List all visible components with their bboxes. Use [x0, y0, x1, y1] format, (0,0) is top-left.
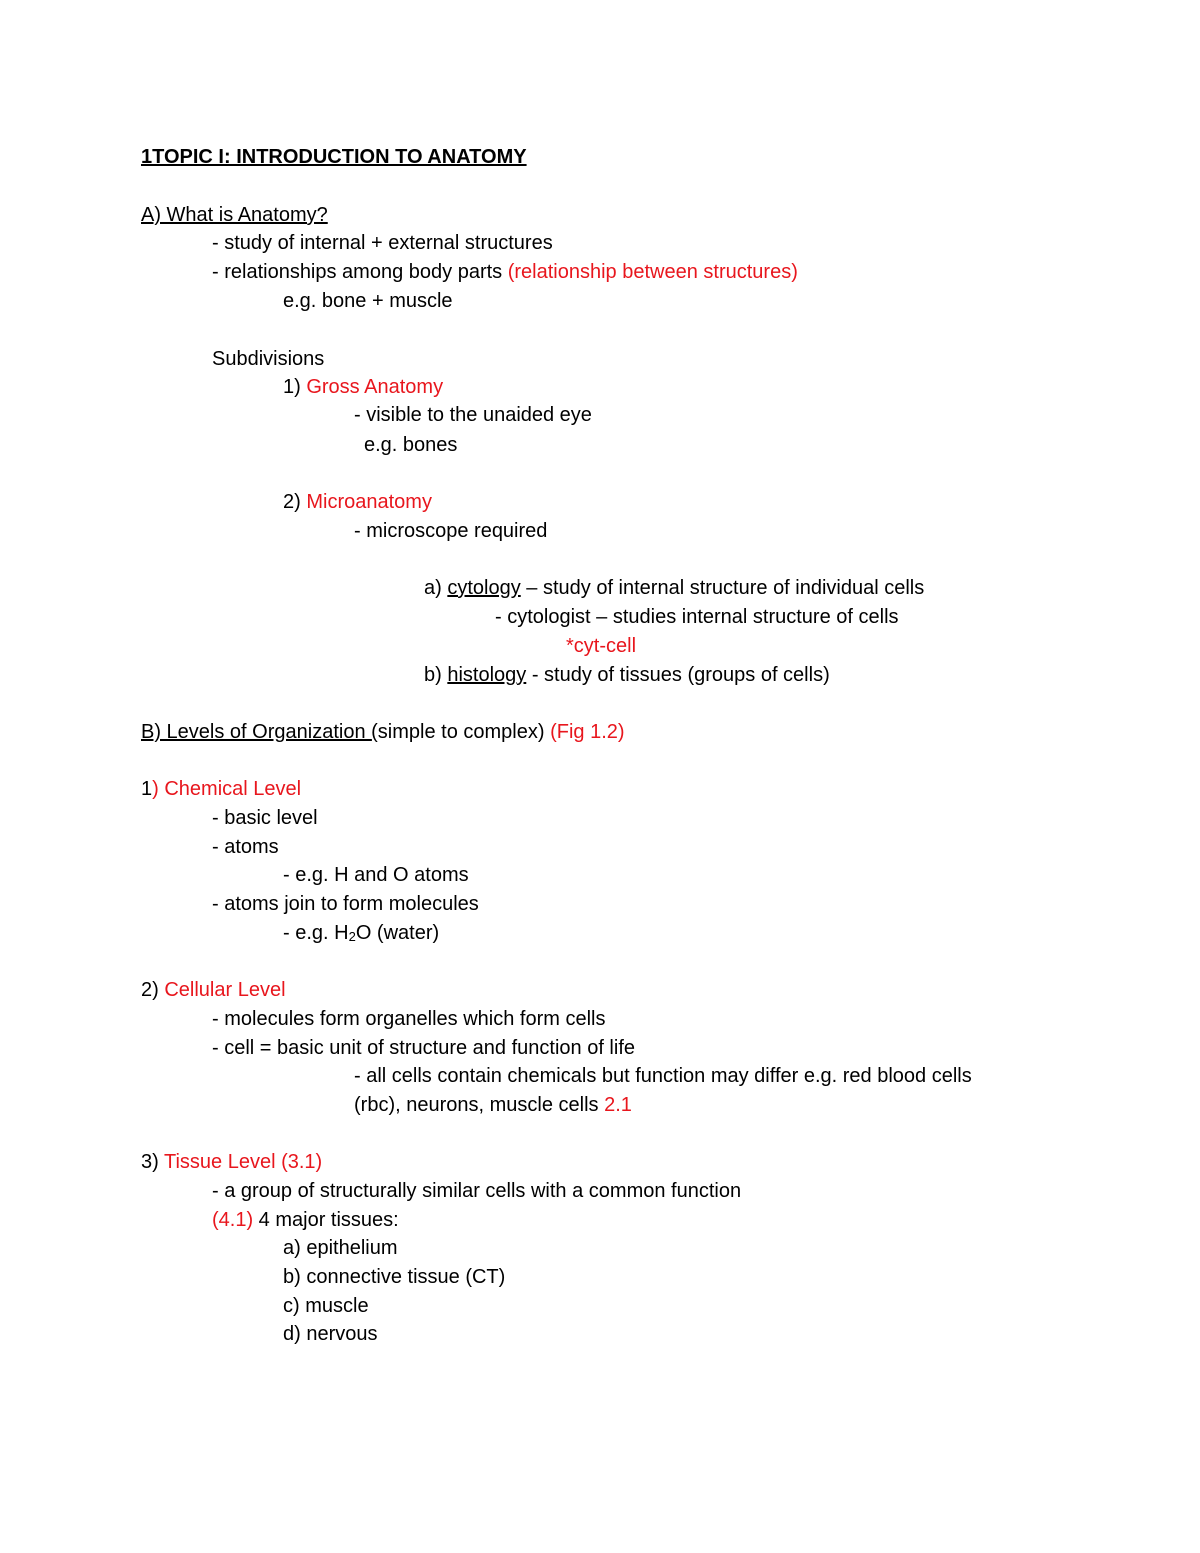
cellular-line-3: - all cells contain chemicals but function may differ e.g. red blood cells — [354, 1065, 972, 1087]
cellular-line-2: - cell = basic unit of structure and function of life — [212, 1037, 635, 1059]
tissue-item: b) connective tissue (CT) — [283, 1266, 506, 1288]
cellular-line-4-text: (rbc), neurons, muscle cells — [354, 1094, 605, 1116]
water-formula-a: - e.g. H — [283, 922, 349, 944]
chemical-level-number: 1 — [141, 778, 153, 800]
chemical-line-4: - atoms join to form molecules — [212, 893, 479, 915]
tissue-line-2 — [212, 1208, 399, 1232]
chemical-line-2: - atoms — [212, 836, 279, 858]
microanatomy-desc: - microscope required — [354, 520, 548, 542]
microanatomy-heading — [283, 490, 432, 514]
cytology-term: cytology — [447, 577, 521, 599]
chemical-level-label: ) Chemical Level — [152, 778, 302, 800]
section-b-heading — [141, 720, 625, 744]
tissue-fig-ref: (4.1) — [212, 1209, 254, 1231]
tissue-item: d) nervous — [283, 1323, 378, 1345]
anatomy-example: e.g. bone + muscle — [283, 290, 453, 312]
gross-anatomy-label: Gross Anatomy — [306, 376, 444, 398]
gross-anatomy-heading — [283, 375, 443, 399]
section-a-heading: A) What is Anatomy? — [141, 204, 328, 226]
gross-anatomy-desc: - visible to the unaided eye — [354, 404, 592, 426]
cellular-level-number: 2) — [141, 979, 165, 1001]
tissue-major-label: 4 major tissues: — [253, 1209, 399, 1231]
section-b-fig-ref: (Fig 1.2) — [550, 721, 625, 743]
water-formula-sub: 2 — [348, 929, 356, 944]
cellular-level-label: Cellular Level — [164, 979, 286, 1001]
tissue-level-label: Tissue Level (3.1) — [163, 1151, 323, 1173]
tissue-level-heading — [141, 1150, 322, 1174]
tissue-item: c) muscle — [283, 1295, 369, 1317]
chemical-line-1: - basic level — [212, 807, 318, 829]
relationships-note: (relationship between structures) — [507, 261, 798, 283]
microanatomy-number: 2) — [283, 491, 307, 513]
chemical-line-3: - e.g. H and O atoms — [283, 864, 469, 886]
water-formula-b: O (water) — [355, 922, 440, 944]
cyt-note: *cyt-cell — [566, 635, 637, 657]
histology-line — [424, 663, 830, 687]
cellular-line-4 — [354, 1093, 632, 1117]
histology-desc: - study of tissues (groups of cells) — [526, 664, 830, 686]
subdivisions-label: Subdivisions — [212, 348, 325, 370]
cytology-prefix: a) — [424, 577, 448, 599]
section-b-title: B) Levels of Organization — [141, 721, 372, 743]
section-b-subtitle: simple to complex) — [377, 721, 551, 743]
gross-anatomy-example: e.g. bones — [364, 434, 458, 456]
cytology-line — [424, 576, 924, 600]
anatomy-definition-line: - study of internal + external structures — [212, 232, 553, 254]
section-b-paren: ( — [371, 721, 378, 743]
relationships-text: - relationships among body parts — [212, 261, 508, 283]
chemical-level-heading — [141, 777, 301, 801]
page-title: 1TOPIC I: INTRODUCTION TO ANATOMY — [141, 146, 527, 168]
histology-prefix: b) — [424, 664, 448, 686]
microanatomy-label: Microanatomy — [306, 491, 432, 513]
anatomy-relationships-line — [212, 260, 798, 284]
tissue-item: a) epithelium — [283, 1237, 398, 1259]
chemical-line-5 — [283, 921, 439, 945]
cytologist-line: - cytologist – studies internal structure of cells — [495, 606, 899, 628]
cellular-fig-ref: 2.1 — [604, 1094, 632, 1116]
cellular-line-1: - molecules form organelles which form cells — [212, 1008, 606, 1030]
tissue-level-number: 3) — [141, 1151, 164, 1173]
cytology-desc: – study of internal structure of individual cells — [520, 577, 925, 599]
tissue-line-1: - a group of structurally similar cells with a common function — [212, 1180, 742, 1202]
gross-anatomy-number: 1) — [283, 376, 307, 398]
cellular-level-heading — [141, 978, 286, 1002]
histology-term: histology — [447, 664, 527, 686]
